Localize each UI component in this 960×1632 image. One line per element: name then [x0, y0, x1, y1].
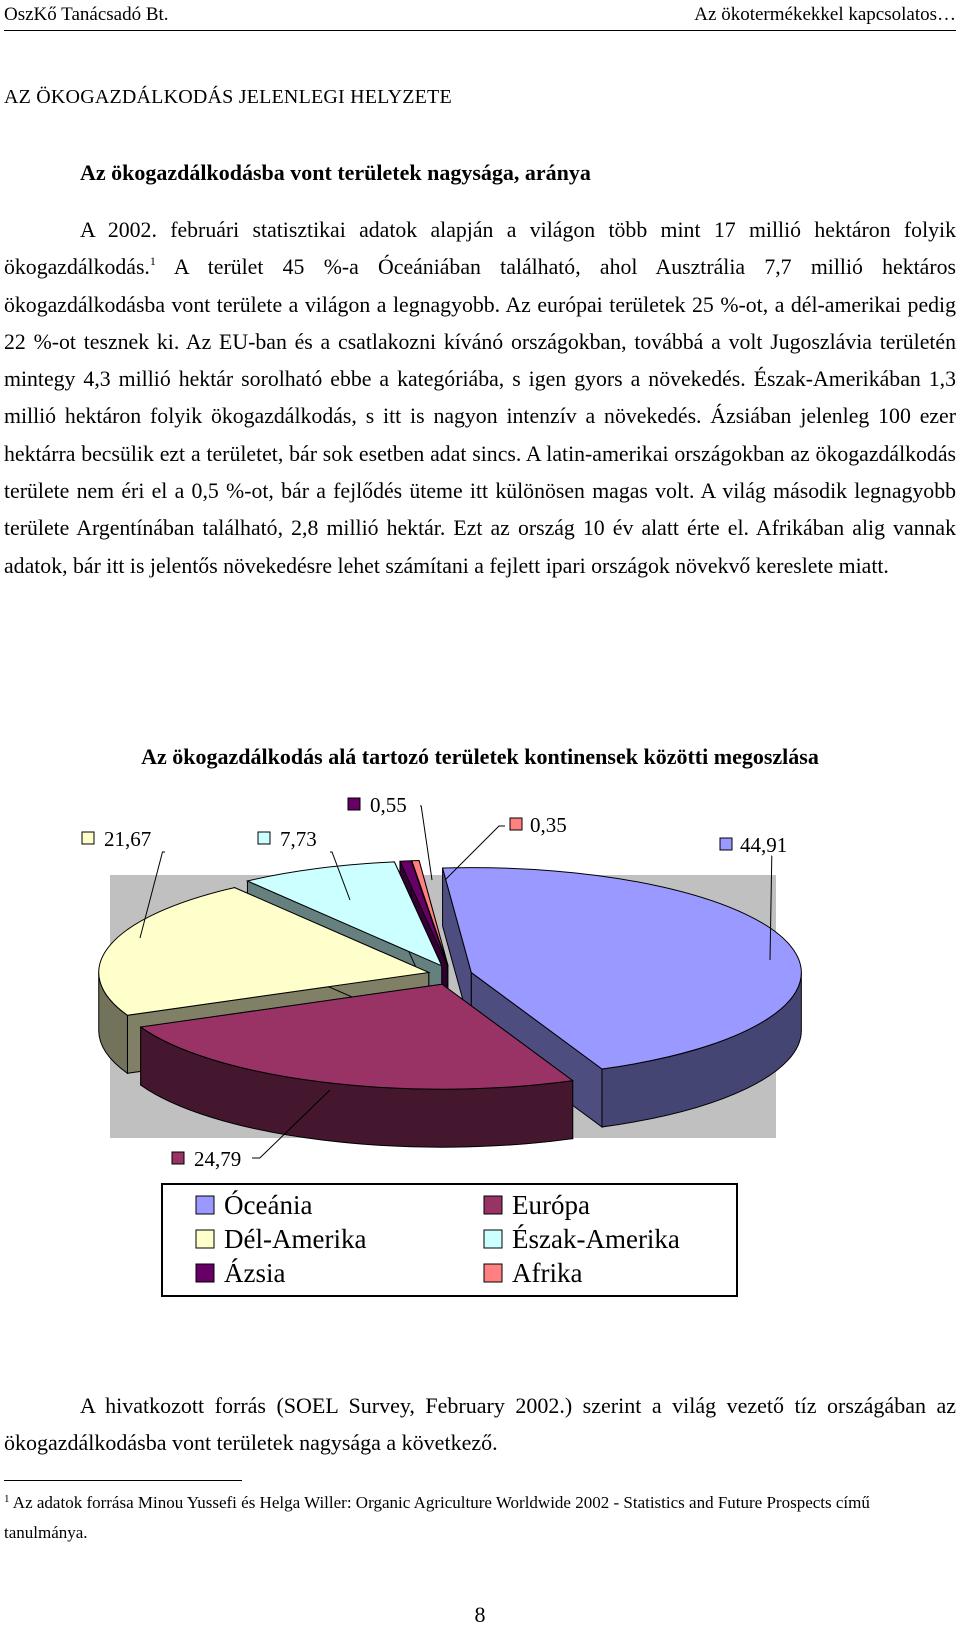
closing-paragraph [4, 1387, 956, 1461]
paragraph-text-part-2: A terület 45 %-a Óceániában található, ahol Ausztrália 7,7 millió hektáros ökogazdálkodásba vont területe a világon a legnagyobb. Az európai területek 25 %-ot, a dél-amerikai pedig 22 %-ot tesznek ki. Az EU-ban és a csatlakozni kívánó országokban, továbbá a volt Jugoszlávia területén mintegy 4,3 millió hektár sorolható ebbe a kategóriába, s igen gyors a növekedés. Észak-Amerikában 1,3 millió hektáron folyik ökogazdálkodás, s itt is nagyon intenzív a növekedés. Ázsiában jelenleg 100 ezer hektárra becsülik ezt a területet, bár sok esetben adat sincs. A latin-amerikai országokban az ökogazdálkodás területe nem éri el a 0,5 %-ot, bár a fejlődés üteme itt különösen magas volt. A világ második legnagyobb területe Argentínában található, 2,8 millió hektár. Ezt az ország 10 év alatt érte el. Afrikában alig vannak adatok, bár itt is jelentős növekedésre lehet számítani a fejlett ipari országok növekvő kereslete miatt. [4, 255, 956, 578]
legend-label-oceania: Óceánia [224, 1190, 313, 1220]
data-label-del-amerika: 21,67 [104, 827, 152, 851]
legend-swatch-afrika [484, 1264, 502, 1282]
legend-swatch-oceania [196, 1196, 214, 1214]
footnote-divider [4, 1480, 242, 1481]
header-right-text: Az ökotermékekkel kapcsolatos… [694, 4, 956, 25]
closing-paragraph-text: A hivatkozott forrás (SOEL Survey, February 2002.) szerint a világ vezető tíz országában az ökogazdálkodásba vont területek nagysága a következő. [4, 1393, 956, 1455]
legend-swatch-del-amerika [196, 1230, 214, 1248]
label-key-del-amerika [82, 832, 94, 844]
footnote-number: 1 [4, 1493, 10, 1505]
data-label-europa: 24,79 [194, 1147, 242, 1171]
data-label-afrika: 0,35 [530, 813, 567, 837]
label-key-europa [172, 1152, 184, 1164]
label-key-azsia [348, 798, 360, 810]
legend-swatch-eszak-amerika [484, 1230, 502, 1248]
subtitle: Az ökogazdálkodásba vont területek nagysága, aránya [80, 160, 591, 185]
legend-label-afrika: Afrika [512, 1258, 583, 1288]
legend-swatch-azsia [196, 1264, 214, 1282]
header-left-text: OszKő Tanácsadó Bt. [4, 4, 169, 25]
paragraph-text-part-1: A 2002. februári statisztikai adatok alapján a világon több mint 17 millió hektáron folyik ökogazdálkodás. [4, 218, 956, 280]
legend-swatch-europa [484, 1196, 502, 1214]
footnote-reference[interactable]: 1 [149, 254, 156, 269]
data-label-azsia: 0,55 [370, 793, 407, 817]
data-label-eszak-amerika: 7,73 [280, 827, 317, 851]
footnote-text: Az adatok forrása Minou Yussefi és Helga Willer: Organic Agriculture Worldwide 2002 - Statistics and Future Prospects című tanulmánya. [4, 1493, 870, 1542]
body-paragraph [4, 212, 956, 585]
label-key-eszak-amerika [258, 832, 270, 844]
legend-label-del-amerika: Dél-Amerika [224, 1224, 367, 1254]
pie-chart [0, 780, 960, 1320]
legend-label-eszak-amerika: Észak-Amerika [512, 1224, 680, 1254]
label-key-oceania [720, 838, 732, 850]
data-label-oceania: 44,91 [740, 833, 788, 857]
page-number: 8 [474, 1602, 486, 1627]
chart-title: Az ökogazdálkodás alá tartozó területek kontinensek közötti megoszlása [141, 744, 819, 769]
legend-label-europa: Európa [512, 1190, 590, 1220]
header-divider [4, 30, 956, 31]
legend-label-azsia: Ázsia [224, 1258, 286, 1288]
footnote [4, 1488, 956, 1548]
section-title: AZ ÖKOGAZDÁLKODÁS JELENLEGI HELYZETE [4, 86, 452, 108]
label-key-afrika [510, 818, 522, 830]
